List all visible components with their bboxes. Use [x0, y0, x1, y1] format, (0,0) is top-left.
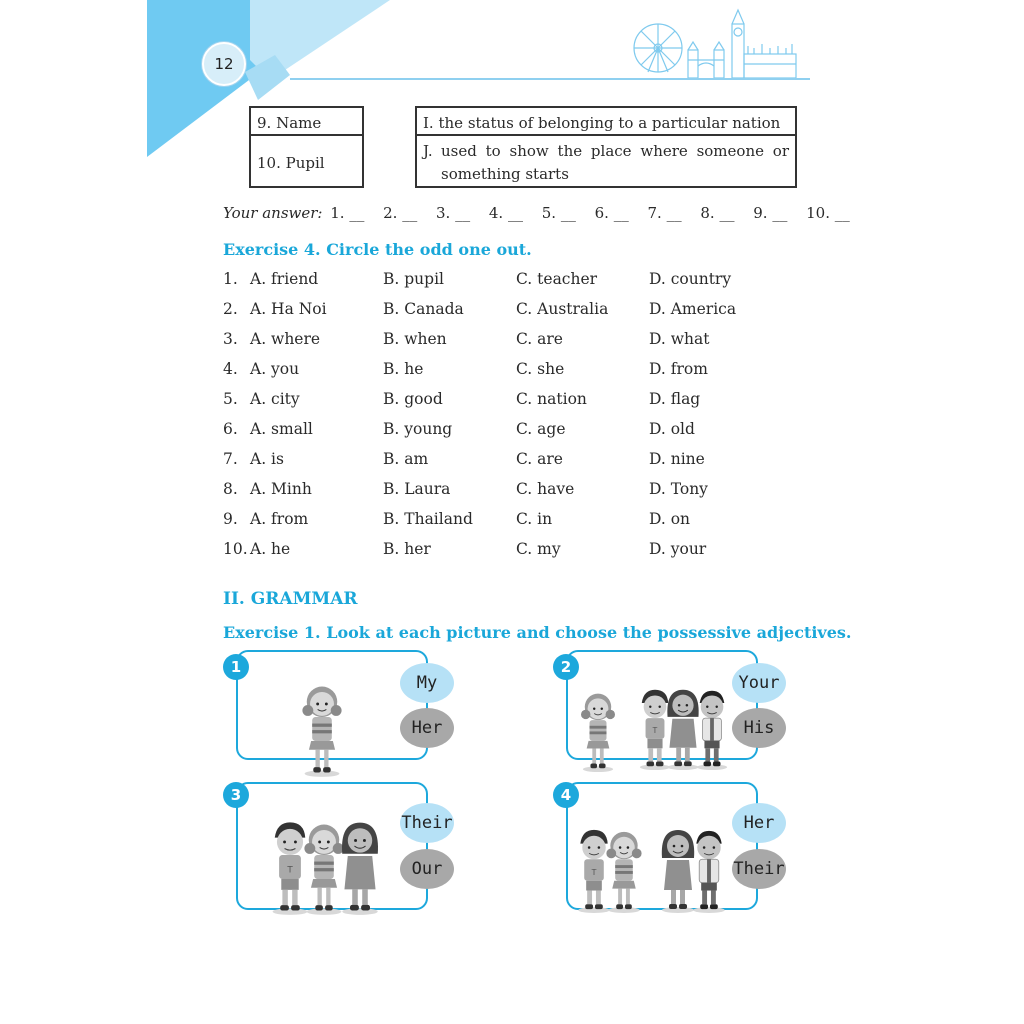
option-bubble[interactable]: His — [732, 708, 786, 748]
option[interactable]: D. what — [649, 330, 710, 348]
option[interactable]: B. her — [383, 540, 431, 558]
option[interactable]: C. have — [516, 480, 575, 498]
option-bubble[interactable]: Her — [732, 803, 786, 843]
london-skyline-icon — [630, 6, 800, 82]
answer-slot[interactable]: 9. __ — [753, 204, 788, 222]
matching-right-item-i: I. the status of belonging to a particular nation — [417, 108, 795, 136]
answer-slot[interactable]: 4. __ — [488, 204, 523, 222]
boy-illustration — [690, 686, 734, 771]
option-bubble[interactable]: Their — [400, 803, 454, 843]
answer-label: Your answer: — [223, 204, 323, 222]
option-bubble[interactable]: Her — [400, 708, 454, 748]
option[interactable]: A. small — [250, 420, 313, 438]
answer-slot[interactable]: 6. __ — [594, 204, 629, 222]
option[interactable]: B. am — [383, 450, 429, 468]
option-bubble[interactable]: Our — [400, 849, 454, 889]
answer-slot[interactable]: 7. __ — [647, 204, 682, 222]
option[interactable]: D. old — [649, 420, 695, 438]
option[interactable]: B. when — [383, 330, 447, 348]
option-bubble[interactable]: Their — [732, 849, 786, 889]
option[interactable]: B. young — [383, 420, 453, 438]
option[interactable]: B. Canada — [383, 300, 464, 318]
matching-left-item-9: 9. Name — [251, 108, 362, 136]
matching-right-column — [415, 106, 797, 188]
picture-1-number: 1 — [223, 654, 249, 680]
option[interactable]: B. pupil — [383, 270, 444, 288]
header-rule — [290, 78, 810, 80]
boy-illustration — [686, 826, 732, 914]
option[interactable]: A. Minh — [250, 480, 312, 498]
section-title-grammar: II. GRAMMAR — [223, 589, 358, 609]
option[interactable]: A. is — [250, 450, 284, 468]
option[interactable]: A. city — [250, 390, 300, 408]
girl-illustration — [334, 816, 386, 916]
option[interactable]: A. friend — [250, 270, 319, 288]
option[interactable]: C. nation — [516, 390, 587, 408]
girl-illustration — [292, 680, 352, 778]
answer-slot[interactable]: 1. __ — [330, 204, 365, 222]
option[interactable]: B. Thailand — [383, 510, 473, 528]
option[interactable]: C. are — [516, 330, 563, 348]
option[interactable]: A. he — [250, 540, 291, 558]
picture-2-number: 2 — [553, 654, 579, 680]
answer-slot[interactable]: 2. __ — [383, 204, 418, 222]
option[interactable]: B. he — [383, 360, 424, 378]
answer-row — [223, 204, 864, 222]
option[interactable]: C. Australia — [516, 300, 609, 318]
option[interactable]: D. your — [649, 540, 707, 558]
option[interactable]: C. age — [516, 420, 566, 438]
option[interactable]: C. teacher — [516, 270, 598, 288]
matching-left-item-10: 10. Pupil — [257, 154, 325, 172]
matching-right-item-j: J. used to show the place where someone or something starts — [423, 142, 789, 183]
page-number: 12 — [202, 42, 246, 86]
girl-illustration — [572, 688, 624, 773]
option[interactable]: D. Tony — [649, 480, 708, 498]
option[interactable]: C. she — [516, 360, 565, 378]
answer-slot[interactable]: 5. __ — [541, 204, 576, 222]
answer-slot[interactable]: 3. __ — [436, 204, 471, 222]
option[interactable]: D. nine — [649, 450, 705, 468]
picture-3-number: 3 — [223, 782, 249, 808]
option[interactable]: C. my — [516, 540, 561, 558]
answer-slot[interactable]: 10. __ — [806, 204, 850, 222]
option[interactable]: C. in — [516, 510, 553, 528]
exercise-4-title: Exercise 4. Circle the odd one out. — [223, 240, 532, 259]
option[interactable]: D. from — [649, 360, 708, 378]
answer-slot[interactable]: 8. __ — [700, 204, 735, 222]
option[interactable]: A. from — [250, 510, 309, 528]
picture-4-number: 4 — [553, 782, 579, 808]
option[interactable]: A. where — [250, 330, 321, 348]
option[interactable]: D. country — [649, 270, 732, 288]
exercise-1-title: Exercise 1. Look at each picture and choose the possessive adjectives. — [223, 623, 852, 642]
option[interactable]: D. America — [649, 300, 737, 318]
option[interactable]: A. Ha Noi — [250, 300, 327, 318]
option-bubble[interactable]: My — [400, 663, 454, 703]
option[interactable]: A. you — [250, 360, 300, 378]
option[interactable]: B. Laura — [383, 480, 451, 498]
option[interactable]: D. flag — [649, 390, 701, 408]
option[interactable]: D. on — [649, 510, 691, 528]
option-bubble[interactable]: Your — [732, 663, 786, 703]
girl-illustration — [600, 826, 648, 914]
option[interactable]: C. are — [516, 450, 563, 468]
option[interactable]: B. good — [383, 390, 443, 408]
matching-left-column — [249, 106, 364, 188]
